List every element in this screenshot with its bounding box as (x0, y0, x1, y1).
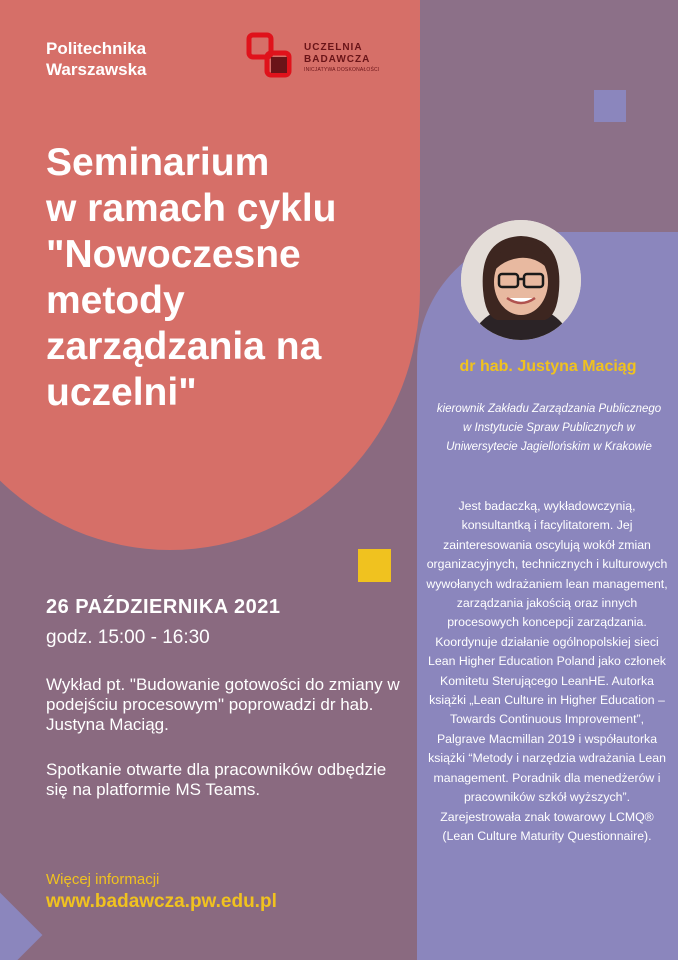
seminar-title (46, 140, 336, 416)
speaker-name: dr hab. Justyna Maciąg (459, 358, 637, 375)
meeting-info: Spotkanie otwarte dla pracowników odbędzie się na platformie MS Teams. (46, 760, 387, 799)
speaker-bio: Jest badaczką, wykładowczynią, konsultantką i facylitatorem. Jej zainteresowania oscylują wokół zmian organizacyjnych, technicznych i kulturowych wywołanych wdrażaniem lean management, zarządzania jakością oraz innych procesowych koncepcji zarządzania. Koordynuje działanie ogólnopolskiej sieci Lean Higher Education Poland jako członek Komitetu Sterującego LeanHE. Autorka książki „Lean Culture in Higher Education – Towards Continuous Improvement”, Palgrave Macmillan 2019 i współautorka książki “Metody i narzędzia wdrażania Lean management. Poradnik dla menedżerów i pracowników szkół wyższych”. Zarejestrowała znak towarowy LCMQ® (Lean Culture Maturity Questionnaire). (426, 499, 668, 843)
politechnika-logo-line2: Warszawska (46, 60, 147, 79)
title-line: Seminarium (46, 141, 270, 184)
uczelnia-logo-mark-icon (246, 32, 300, 84)
more-info-link[interactable]: www.badawcza.pw.edu.pl (46, 891, 277, 912)
title-line: w ramach cyklu (46, 187, 337, 230)
politechnika-logo (46, 38, 146, 80)
politechnika-logo-line1: Politechnika (46, 39, 147, 58)
more-info-label: Więcej informacji (46, 871, 160, 888)
title-line: "Nowoczesne (46, 233, 301, 276)
speaker-role: kierownik Zakładu Zarządzania Publicznego w Instytucie Spraw Publicznych w Uniwersytecie Jagiellońskim w Krakowie (436, 403, 662, 453)
corner-triangle-shape (0, 893, 42, 960)
decorative-purple-square (594, 90, 626, 122)
uczelnia-logo-line2: BADAWCZA (304, 54, 371, 65)
decorative-yellow-square (358, 549, 391, 582)
uczelnia-badawcza-logo (246, 32, 379, 84)
event-date: 26 PAŹDZIERNIKA 2021 (46, 596, 281, 618)
speaker-portrait-icon (461, 220, 581, 340)
event-time: godz. 15:00 - 16:30 (46, 627, 210, 648)
speaker-photo (461, 220, 581, 340)
title-line: zarządzania na (46, 325, 322, 368)
uczelnia-logo-line1: UCZELNIA (304, 42, 363, 53)
uczelnia-logo-line3: INICJATYWA DOSKONAŁOŚCI (304, 67, 380, 73)
lecture-description: Wykład pt. "Budowanie gotowości do zmiany w podejściu procesowym" poprowadzi dr hab. Justyna Maciąg. (46, 675, 400, 734)
title-line: metody (46, 279, 185, 322)
title-line: uczelni" (46, 371, 197, 414)
